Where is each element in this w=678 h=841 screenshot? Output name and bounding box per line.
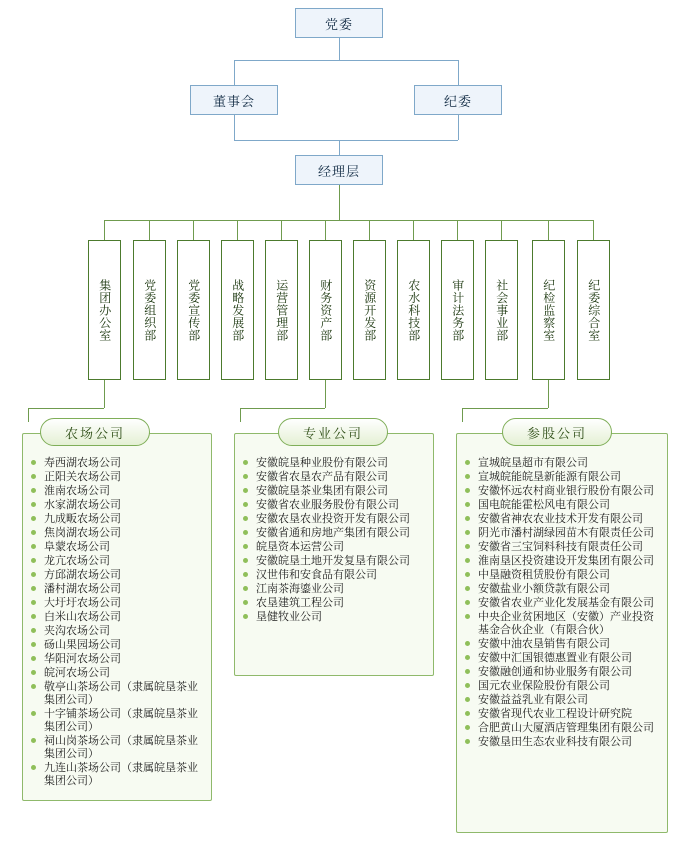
connector-dept-1 xyxy=(104,220,105,240)
bullet-icon xyxy=(465,558,470,563)
bullet-icon xyxy=(465,586,470,591)
list-item: 安徽省神农农业技术开发有限公司 xyxy=(462,512,664,525)
bullet-icon xyxy=(465,641,470,646)
dept-box-8: 农水科技部 xyxy=(397,240,430,380)
dept-box-7: 资源开发部 xyxy=(353,240,386,380)
list-item: 安徽皖垦种业股份有限公司 xyxy=(240,456,430,469)
dept-box-2: 党委组织部 xyxy=(133,240,166,380)
list-item: 淮南农场公司 xyxy=(28,484,208,497)
dept-box-5: 运营管理部 xyxy=(265,240,298,380)
bullet-icon xyxy=(31,474,36,479)
bullet-icon xyxy=(465,474,470,479)
dept-box-6: 财务资产部 xyxy=(309,240,342,380)
list-item: 安徽垦田生态农业科技有限公司 xyxy=(462,735,664,748)
connector-group-3-up xyxy=(548,380,549,408)
node-discipline: 纪委 xyxy=(414,85,502,115)
bullet-icon xyxy=(31,516,36,521)
dept-box-12: 纪委综合室 xyxy=(577,240,610,380)
bullet-icon xyxy=(243,516,248,521)
list-item: 中央企业贫困地区（安徽）产业投资基金合伙企业（有限合伙） xyxy=(462,610,664,636)
bullet-icon xyxy=(465,655,470,660)
list-item: 华阳河农场公司 xyxy=(28,652,208,665)
bullet-icon xyxy=(31,628,36,633)
bullet-icon xyxy=(31,642,36,647)
list-item: 安徽省现代农业工程设计研究院 xyxy=(462,707,664,720)
bullet-icon xyxy=(243,460,248,465)
connector-dept-5 xyxy=(281,220,282,240)
bullet-icon xyxy=(31,711,36,716)
bullet-icon xyxy=(465,739,470,744)
bullet-icon xyxy=(31,502,36,507)
bullet-icon xyxy=(465,488,470,493)
list-item: 龙亢农场公司 xyxy=(28,554,208,567)
connector-dept-bus xyxy=(104,220,593,221)
bullet-icon xyxy=(31,765,36,770)
group-title-equity: 参股公司 xyxy=(502,418,612,446)
bullet-icon xyxy=(31,586,36,591)
list-item: 大圩圩农场公司 xyxy=(28,596,208,609)
connector-group-1-down xyxy=(28,408,29,422)
list-item: 皖垦资本运营公司 xyxy=(240,540,430,553)
connector-board-up xyxy=(234,60,235,85)
bullet-icon xyxy=(465,697,470,702)
list-item: 安徽皖垦茶业集团有限公司 xyxy=(240,484,430,497)
connector-dept-2 xyxy=(149,220,150,240)
connector-management-up xyxy=(339,140,340,155)
group-items-equity xyxy=(456,450,668,832)
group-title-professional: 专业公司 xyxy=(278,418,388,446)
list-item: 安徽农垦农业投资开发有限公司 xyxy=(240,512,430,525)
bullet-icon xyxy=(465,530,470,535)
list-item: 九连山茶场公司（隶属皖垦茶业集团公司） xyxy=(28,761,208,787)
connector-group-1-up xyxy=(104,380,105,408)
list-item: 皖河农场公司 xyxy=(28,666,208,679)
connector-group-1-h xyxy=(28,408,104,409)
connector-dept-7 xyxy=(369,220,370,240)
bullet-icon xyxy=(243,474,248,479)
bullet-icon xyxy=(465,544,470,549)
group-title-farm: 农场公司 xyxy=(40,418,150,446)
list-item: 正阳关农场公司 xyxy=(28,470,208,483)
list-item: 合肥黄山大厦酒店管理集团有限公司 xyxy=(462,721,664,734)
bullet-icon xyxy=(465,725,470,730)
bullet-icon xyxy=(465,516,470,521)
list-item: 安徽益益乳业有限公司 xyxy=(462,693,664,706)
connector-group-2-down xyxy=(240,408,241,422)
list-item: 国电皖能霍松风电有限公司 xyxy=(462,498,664,511)
list-item: 安徽盐业小额贷款有限公司 xyxy=(462,582,664,595)
bullet-icon xyxy=(465,711,470,716)
connector-management-down xyxy=(339,185,340,220)
bullet-icon xyxy=(31,670,36,675)
list-item: 安徽皖垦土地开发复垦有限公司 xyxy=(240,554,430,567)
list-item: 安徽省农垦农产品有限公司 xyxy=(240,470,430,483)
list-item: 焦岗湖农场公司 xyxy=(28,526,208,539)
list-item: 祠山岗茶场公司（隶属皖垦茶业集团公司） xyxy=(28,734,208,760)
connector-dept-11 xyxy=(548,220,549,240)
connector-dept-6 xyxy=(325,220,326,240)
connector-party-down xyxy=(339,38,340,60)
group-items-professional xyxy=(234,450,434,675)
list-item: 安徽中油农垦销售有限公司 xyxy=(462,637,664,650)
dept-box-3: 党委宣传部 xyxy=(177,240,210,380)
connector-group-3-h xyxy=(462,408,548,409)
connector-discipline-down xyxy=(458,115,459,140)
connector-dept-10 xyxy=(501,220,502,240)
connector-board-down xyxy=(234,115,235,140)
list-item: 宣城皖垦超市有限公司 xyxy=(462,456,664,469)
connector-dept-3 xyxy=(193,220,194,240)
node-party-committee: 党委 xyxy=(295,8,383,38)
connector-discipline-up xyxy=(458,60,459,85)
list-item: 夹沟农场公司 xyxy=(28,624,208,637)
list-item: 安徽融创通和协业服务有限公司 xyxy=(462,665,664,678)
bullet-icon xyxy=(465,669,470,674)
bullet-icon xyxy=(31,572,36,577)
bullet-icon xyxy=(243,572,248,577)
connector-dept-9 xyxy=(457,220,458,240)
list-item: 水家湖农场公司 xyxy=(28,498,208,511)
list-item: 方邱湖农场公司 xyxy=(28,568,208,581)
group-items-farm xyxy=(22,450,212,800)
bullet-icon xyxy=(31,530,36,535)
connector-group-2-h xyxy=(240,408,325,409)
connector-dept-4 xyxy=(237,220,238,240)
list-item: 敬亭山茶场公司（隶属皖垦茶业集团公司） xyxy=(28,680,208,706)
list-item: 安徽省通和房地产集团有限公司 xyxy=(240,526,430,539)
bullet-icon xyxy=(243,530,248,535)
bullet-icon xyxy=(31,544,36,549)
bullet-icon xyxy=(465,683,470,688)
bullet-icon xyxy=(465,600,470,605)
list-item: 汉世伟和安食品有限公司 xyxy=(240,568,430,581)
node-board: 董事会 xyxy=(190,85,278,115)
bullet-icon xyxy=(465,572,470,577)
list-item: 国元农业保险股份有限公司 xyxy=(462,679,664,692)
list-item: 垦健牧业公司 xyxy=(240,610,430,623)
dept-box-11: 纪检监察室 xyxy=(532,240,565,380)
bullet-icon xyxy=(243,488,248,493)
list-item: 安徽中汇国银德惠置业有限公司 xyxy=(462,651,664,664)
list-item: 安徽省三宝饲料科技有限责任公司 xyxy=(462,540,664,553)
connector-party-bus xyxy=(234,60,458,61)
bullet-icon xyxy=(31,738,36,743)
list-item: 淮南垦区投资建设开发集团有限公司 xyxy=(462,554,664,567)
list-item: 砀山果园场公司 xyxy=(28,638,208,651)
bullet-icon xyxy=(465,460,470,465)
list-item: 安徽省农业服务股份有限公司 xyxy=(240,498,430,511)
bullet-icon xyxy=(31,614,36,619)
connector-dept-8 xyxy=(413,220,414,240)
list-item: 宣城皖能皖垦新能源有限公司 xyxy=(462,470,664,483)
bullet-icon xyxy=(243,614,248,619)
connector-group-3-down xyxy=(462,408,463,422)
list-item: 潘村湖农场公司 xyxy=(28,582,208,595)
dept-box-1: 集团办公室 xyxy=(88,240,121,380)
bullet-icon xyxy=(465,614,470,619)
list-item: 九成畈农场公司 xyxy=(28,512,208,525)
list-item: 白米山农场公司 xyxy=(28,610,208,623)
bullet-icon xyxy=(31,684,36,689)
list-item: 安徽怀远农村商业银行股份有限公司 xyxy=(462,484,664,497)
node-management: 经理层 xyxy=(295,155,383,185)
bullet-icon xyxy=(465,502,470,507)
bullet-icon xyxy=(243,558,248,563)
list-item: 江南茶海鎏业公司 xyxy=(240,582,430,595)
bullet-icon xyxy=(31,600,36,605)
list-item: 中垦融资租赁股份有限公司 xyxy=(462,568,664,581)
list-item: 阴光市潘村湖绿园苗木有限责任公司 xyxy=(462,526,664,539)
bullet-icon xyxy=(31,488,36,493)
list-item: 阜蒙农场公司 xyxy=(28,540,208,553)
list-item: 安徽省农业产业化发展基金有限公司 xyxy=(462,596,664,609)
bullet-icon xyxy=(243,586,248,591)
bullet-icon xyxy=(31,460,36,465)
connector-management-bus xyxy=(234,140,458,141)
bullet-icon xyxy=(31,558,36,563)
list-item: 十字铺茶场公司（隶属皖垦茶业集团公司） xyxy=(28,707,208,733)
connector-dept-12 xyxy=(593,220,594,240)
bullet-icon xyxy=(243,544,248,549)
dept-box-10: 社会事业部 xyxy=(485,240,518,380)
bullet-icon xyxy=(243,502,248,507)
list-item: 农垦建筑工程公司 xyxy=(240,596,430,609)
bullet-icon xyxy=(243,600,248,605)
connector-group-2-up xyxy=(325,380,326,408)
dept-box-4: 战略发展部 xyxy=(221,240,254,380)
dept-box-9: 审计法务部 xyxy=(441,240,474,380)
bullet-icon xyxy=(31,656,36,661)
list-item: 寿西湖农场公司 xyxy=(28,456,208,469)
